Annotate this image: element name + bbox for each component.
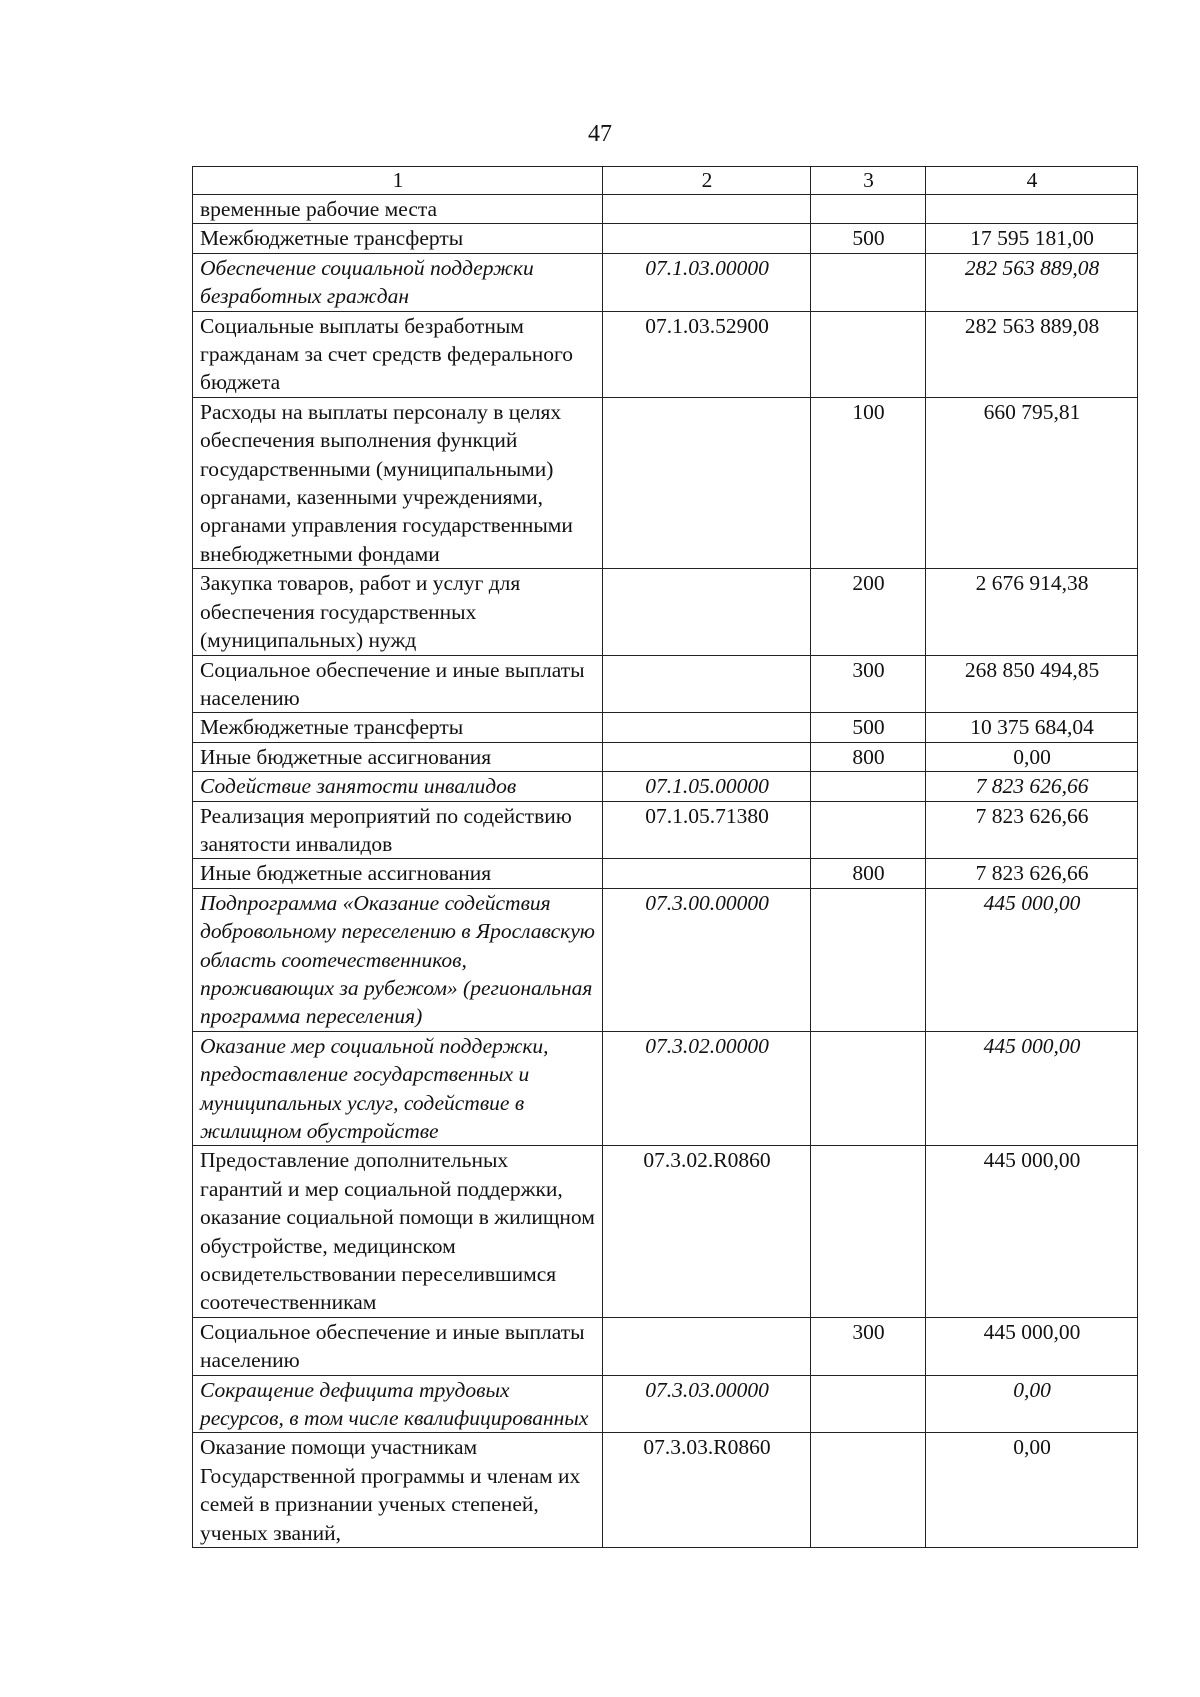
cell-name: Предоставление дополнительных гарантий и мер социальной поддержки, оказание социальной помощи в жилищном обустройстве, медицинском освидетельствовании переселившимся соотечественникам [193,1146,603,1317]
cell-name: Закупка товаров, работ и услуг для обеспечения государственных (муниципальных) нужд [193,569,603,655]
cell-name: Сокращение дефицита трудовых ресурсов, в том числе квалифицированных [193,1375,603,1433]
cell-code [603,195,811,224]
table-row [193,1433,1138,1548]
cell-code: 07.3.03.R0860 [603,1433,811,1548]
cell-expense-type [811,1433,926,1548]
cell-code [603,397,811,568]
table-body [193,195,1138,1548]
cell-code: 07.3.02.R0860 [603,1146,811,1317]
page-number: 47 [588,121,612,147]
table-row [193,655,1138,713]
cell-code: 07.3.00.00000 [603,888,811,1031]
table-row [193,713,1138,742]
cell-code [603,224,811,253]
cell-expense-type [811,801,926,859]
table-row [193,569,1138,655]
cell-name: Иные бюджетные ассигнования [193,742,603,771]
cell-expense-type: 300 [811,1317,926,1375]
cell-expense-type [811,1375,926,1433]
cell-expense-type [811,253,926,311]
cell-expense-type [811,1031,926,1146]
table-row [193,888,1138,1031]
cell-code [603,713,811,742]
cell-name: Обеспечение социальной поддержки безработных граждан [193,253,603,311]
column-header-amount: 4 [926,167,1138,195]
cell-name: Расходы на выплаты персоналу в целях обеспечения выполнения функций государственными (муниципальными) органами, казенными учреждениями, органами управления государственными внебюджетными фондами [193,397,603,568]
cell-code [603,859,811,888]
cell-name: Оказание помощи участникам Государственной программы и членам их семей в признании ученых степеней, ученых званий, [193,1433,603,1548]
cell-name: Социальное обеспечение и иные выплаты населению [193,655,603,713]
cell-amount: 282 563 889,08 [926,253,1138,311]
cell-amount: 10 375 684,04 [926,713,1138,742]
cell-amount: 445 000,00 [926,1146,1138,1317]
cell-name: Социальные выплаты безработным гражданам за счет средств федерального бюджета [193,311,603,397]
cell-expense-type: 800 [811,859,926,888]
table-header-row [193,167,1138,195]
cell-expense-type [811,311,926,397]
column-header-name: 1 [193,167,603,195]
table-row [193,253,1138,311]
table-row [193,224,1138,253]
cell-name: Реализация мероприятий по содействию занятости инвалидов [193,801,603,859]
cell-expense-type: 800 [811,742,926,771]
cell-name: Подпрограмма «Оказание содействия добровольному переселению в Ярославскую область соотечественников, проживающих за рубежом» (региональная программа переселения) [193,888,603,1031]
cell-code: 07.1.05.00000 [603,772,811,801]
cell-name: Межбюджетные трансферты [193,224,603,253]
table-row [193,311,1138,397]
cell-amount: 445 000,00 [926,888,1138,1031]
cell-code: 07.1.03.52900 [603,311,811,397]
cell-expense-type: 100 [811,397,926,568]
cell-amount: 445 000,00 [926,1317,1138,1375]
cell-code [603,569,811,655]
table-row [193,772,1138,801]
cell-name: Оказание мер социальной поддержки, предоставление государственных и муниципальных услуг, содействие в жилищном обустройстве [193,1031,603,1146]
cell-amount: 7 823 626,66 [926,772,1138,801]
cell-code: 07.3.02.00000 [603,1031,811,1146]
cell-amount: 17 595 181,00 [926,224,1138,253]
budget-table [192,166,1138,1548]
cell-amount: 2 676 914,38 [926,569,1138,655]
cell-name: Содействие занятости инвалидов [193,772,603,801]
table-row [193,859,1138,888]
table-row [193,742,1138,771]
cell-amount: 7 823 626,66 [926,801,1138,859]
cell-amount: 445 000,00 [926,1031,1138,1146]
table-row [193,397,1138,568]
table-row [193,1146,1138,1317]
cell-name: Иные бюджетные ассигнования [193,859,603,888]
column-header-type: 3 [811,167,926,195]
column-header-code: 2 [603,167,811,195]
cell-expense-type: 200 [811,569,926,655]
cell-amount: 660 795,81 [926,397,1138,568]
cell-code [603,742,811,771]
cell-expense-type [811,1146,926,1317]
cell-name: Межбюджетные трансферты [193,713,603,742]
cell-amount: 0,00 [926,742,1138,771]
cell-amount: 0,00 [926,1433,1138,1548]
cell-amount: 7 823 626,66 [926,859,1138,888]
table-row [193,1375,1138,1433]
table-row [193,801,1138,859]
cell-amount [926,195,1138,224]
table-row [193,195,1138,224]
cell-amount: 268 850 494,85 [926,655,1138,713]
cell-expense-type: 500 [811,224,926,253]
cell-code [603,655,811,713]
cell-expense-type [811,772,926,801]
table-row [193,1317,1138,1375]
cell-expense-type: 300 [811,655,926,713]
cell-amount: 0,00 [926,1375,1138,1433]
cell-code: 07.3.03.00000 [603,1375,811,1433]
cell-expense-type: 500 [811,713,926,742]
cell-code: 07.1.03.00000 [603,253,811,311]
cell-amount: 282 563 889,08 [926,311,1138,397]
table-row [193,1031,1138,1146]
cell-name: Социальное обеспечение и иные выплаты населению [193,1317,603,1375]
cell-expense-type [811,195,926,224]
cell-code: 07.1.05.71380 [603,801,811,859]
cell-name: временные рабочие места [193,195,603,224]
cell-code [603,1317,811,1375]
cell-expense-type [811,888,926,1031]
